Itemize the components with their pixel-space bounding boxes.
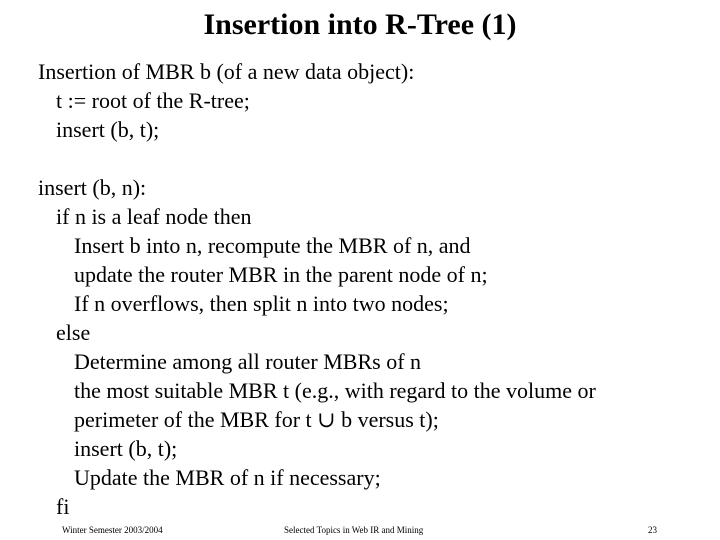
text-line: the most suitable MBR t (e.g., with regard to the volume or	[74, 378, 596, 403]
text-line: else	[56, 320, 91, 345]
text-line: Insertion of MBR b (of a new data object):	[38, 59, 415, 84]
footer-page-number: 23	[648, 525, 657, 535]
text-line: Insert b into n, recompute the MBR of n, and	[74, 233, 471, 258]
footer-course: Selected Topics in Web IR and Mining	[284, 525, 424, 535]
text-line: update the router MBR in the parent node of n;	[74, 262, 488, 287]
text-line: insert (b, t);	[74, 436, 178, 461]
text-line: insert (b, n):	[38, 175, 147, 200]
text-line: Update the MBR of n if necessary;	[74, 465, 381, 490]
slide-title: Insertion into R-Tree (1)	[203, 8, 517, 41]
text-line: Determine among all router MBRs of n	[74, 349, 422, 374]
text-line: if n is a leaf node then	[56, 204, 252, 229]
text-line: insert (b, t);	[56, 117, 160, 142]
footer-semester: Winter Semester 2003/2004	[62, 525, 163, 535]
text-line: If n overflows, then split n into two nodes;	[74, 291, 449, 316]
text-line: perimeter of the MBR for t ∪ b versus t);	[74, 407, 439, 432]
text-line: fi	[56, 494, 70, 519]
text-line: t := root of the R-tree;	[56, 88, 250, 113]
